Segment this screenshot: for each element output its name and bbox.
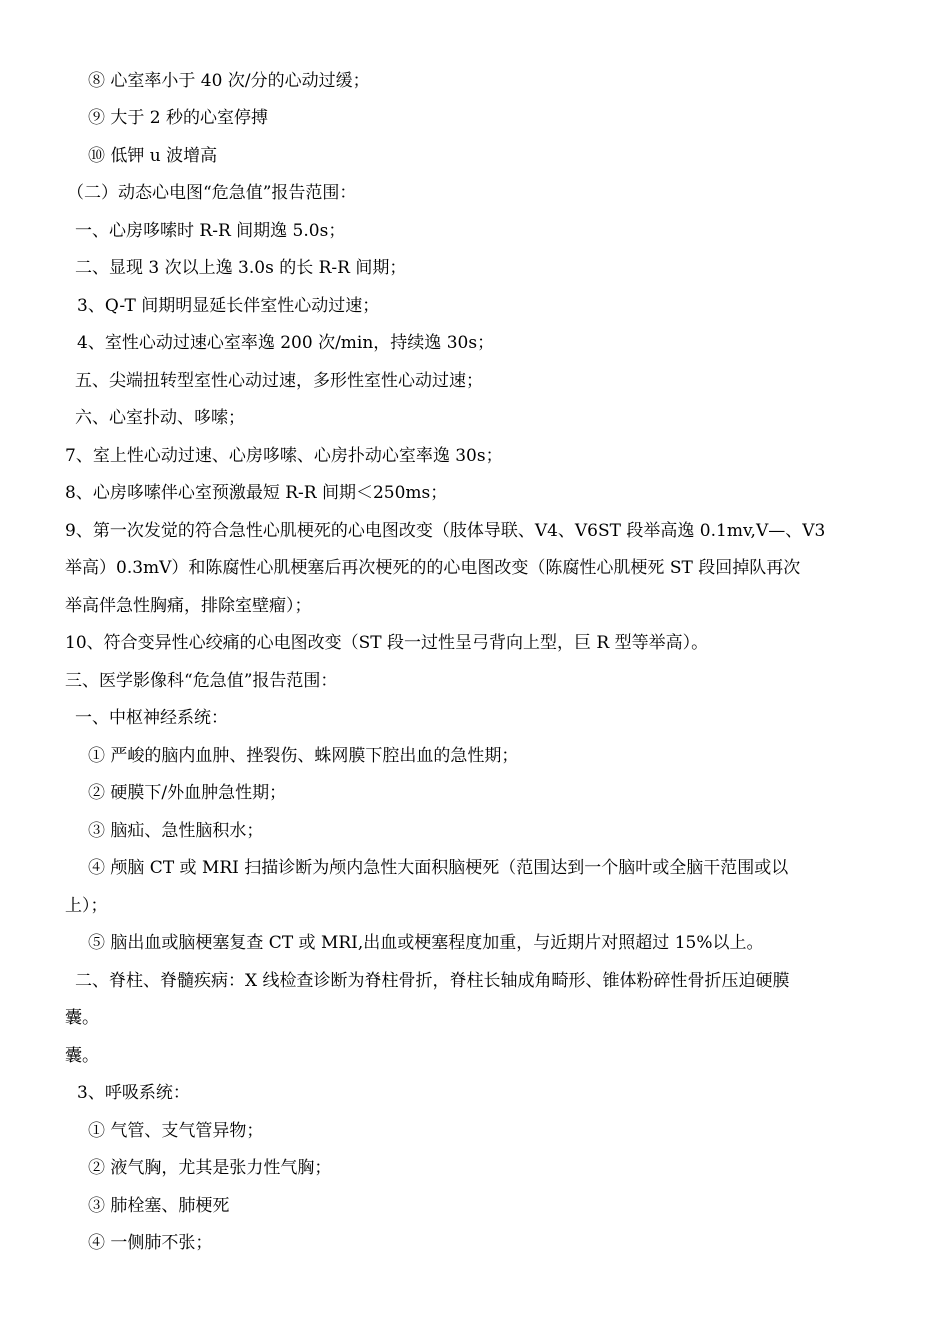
section-heading: （二）动态心电图“危急值”报告范围：: [67, 183, 357, 203]
paragraph-line: 举高伴急性胸痛，排除室壁瘤）；: [65, 596, 312, 616]
list-item: 一、心房哆嗦时 R-R 间期逸 5.0s；: [75, 221, 346, 241]
list-item: ④ 一侧肺不张；: [88, 1233, 213, 1253]
list-item: 7、室上性心动过速、心房哆嗦、心房扑动心室率逸 30s；: [65, 446, 503, 466]
list-item: 8、心房哆嗦伴心室预激最短 R-R 间期＜250ms；: [65, 483, 448, 503]
list-item: ① 严峻的脑内血肿、挫裂伤、蛛网膜下腔出血的急性期；: [88, 746, 519, 766]
list-item: ③ 脑疝、急性脑积水；: [88, 821, 264, 841]
paragraph-line: 举高）0.3mV）和陈腐性心肌梗塞后再次梗死的的心电图改变（陈腐性心肌梗死 ST 段回掉队再次: [65, 558, 801, 578]
list-item: ③ 肺栓塞、肺梗死: [88, 1196, 230, 1216]
list-item: ④ 颅脑 CT 或 MRI 扫描诊断为颅内急性大面积脑梗死（范围达到一个脑叶或全脑干范围或以: [88, 858, 789, 878]
list-item: 五、尖端扭转型室性心动过速，多形性室性心动过速；: [75, 371, 483, 391]
paragraph-line: 9、第一次发觉的符合急性心肌梗死的心电图改变（肢体导联、V4、V6ST 段举高逸 0.1mv,V—、V3: [65, 521, 826, 541]
subsection-heading: 二、脊柱、脊髓疾病：X 线检查诊断为脊柱骨折，脊柱长轴成角畸形、锥体粉碎性骨折压迫硬膜: [75, 971, 790, 991]
list-item: ② 硬膜下/外血肿急性期；: [88, 783, 287, 803]
list-item: 二、显现 3 次以上逸 3.0s 的长 R-R 间期；: [75, 258, 407, 278]
paragraph-line: 上）；: [65, 896, 108, 916]
list-item: ⑩ 低钾 u 波增高: [88, 146, 218, 166]
paragraph-line: 囊。: [65, 1008, 99, 1028]
list-item: 10、符合变异性心绞痛的心电图改变（ST 段一过性呈弓背向上型，巨 R 型等举高）。: [65, 633, 709, 653]
list-item: 3、Q-T 间期明显延长伴室性心动过速；: [77, 296, 380, 316]
list-item: 六、心室扑动、哆嗦；: [75, 408, 245, 428]
section-heading: 三、医学影像科“危急值”报告范围：: [65, 671, 338, 691]
list-item: ① 气管、支气管异物；: [88, 1121, 264, 1141]
list-item: ⑧ 心室率小于 40 次/分的心动过缓；: [88, 71, 370, 91]
list-item: 4、室性心动过速心室率逸 200 次/min，持续逸 30s；: [77, 333, 495, 353]
subsection-heading: 一、中枢神经系统：: [75, 708, 228, 728]
paragraph-line: 囊。: [65, 1046, 99, 1066]
list-item: ⑨ 大于 2 秒的心室停搏: [88, 108, 269, 128]
subsection-heading: 3、呼吸系统：: [77, 1083, 190, 1103]
list-item: ② 液气胸，尤其是张力性气胸；: [88, 1158, 332, 1178]
list-item: ⑤ 脑出血或脑梗塞复查 CT 或 MRI,出血或梗塞程度加重，与近期片对照超过 15%以上。: [88, 933, 764, 953]
